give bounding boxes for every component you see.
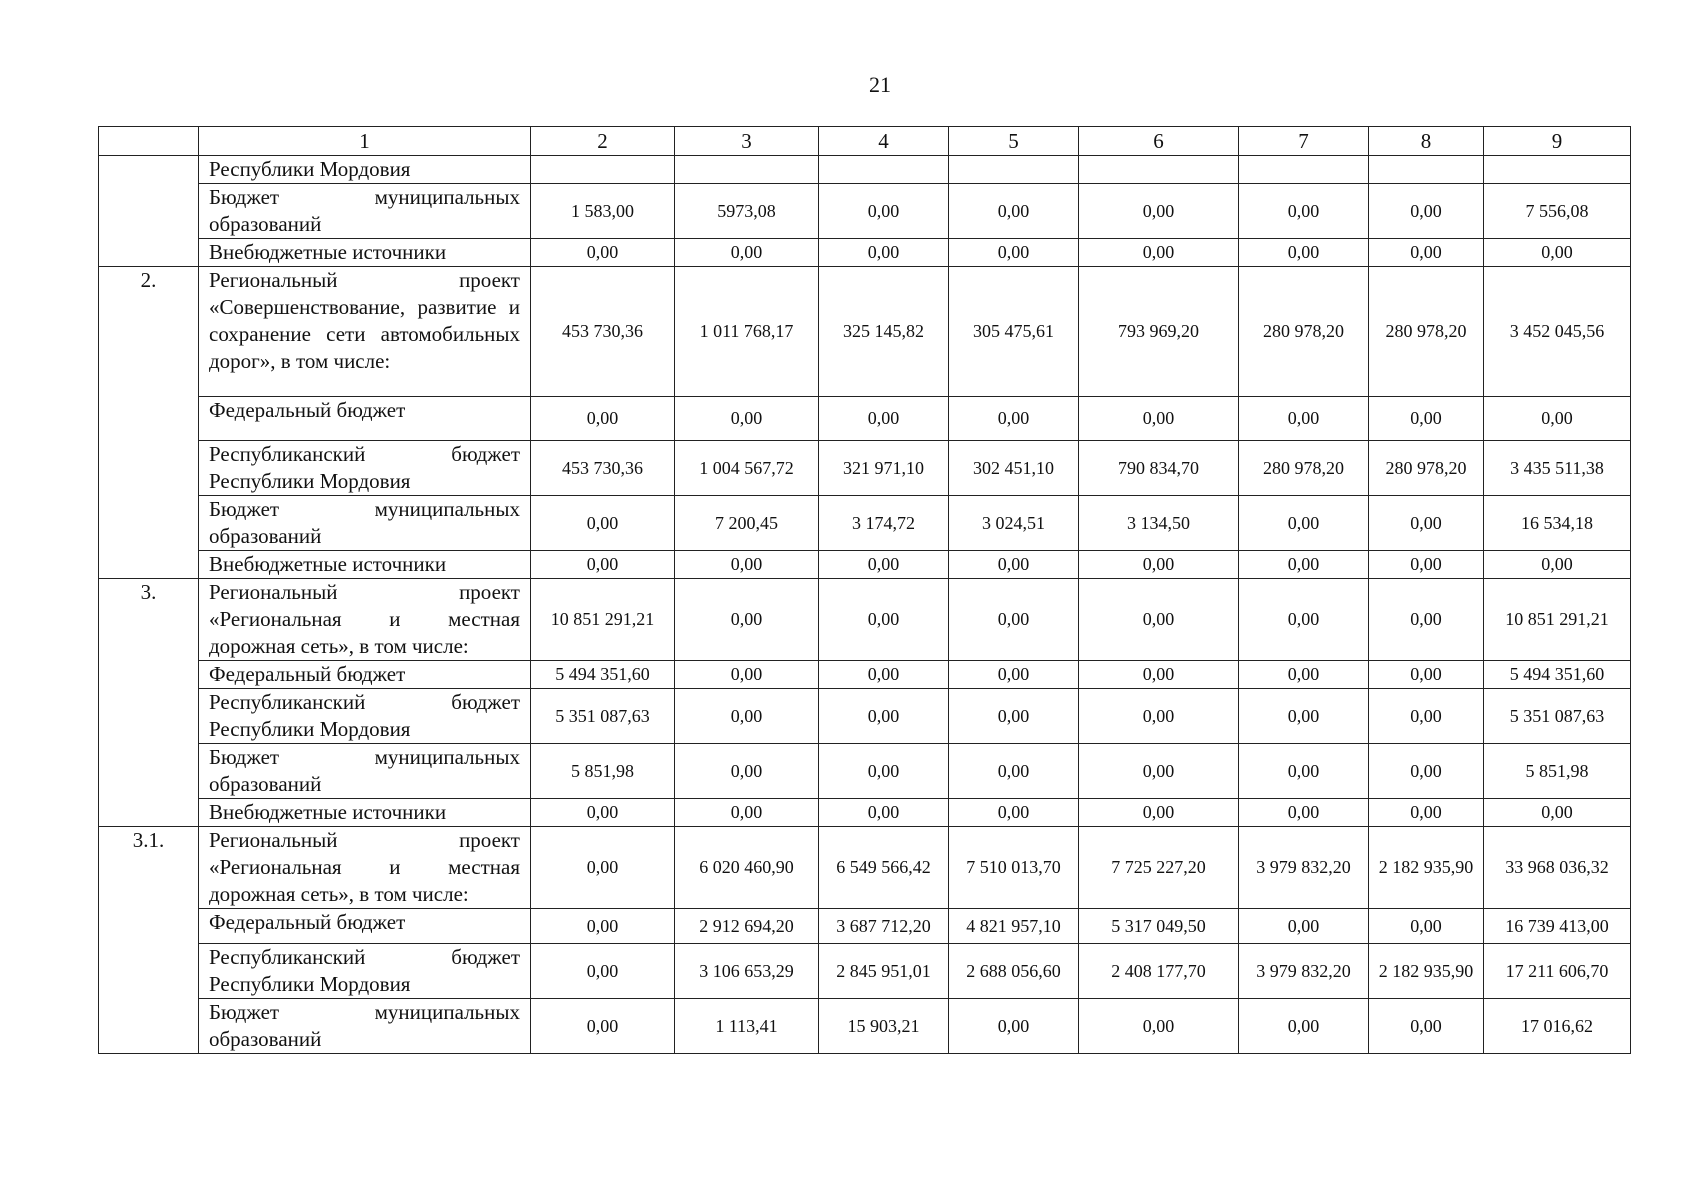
- value-cell: 10 851 291,21: [1484, 579, 1631, 661]
- table-row: [99, 689, 1631, 744]
- value-cell: 453 730,36: [531, 441, 675, 496]
- row-label: Бюджет муниципальных образований: [199, 999, 531, 1054]
- budget-table: [98, 126, 1631, 1054]
- value-cell: 7 200,45: [675, 496, 819, 551]
- row-label: Бюджет муниципальных образований: [199, 184, 531, 239]
- value-cell: 3 979 832,20: [1239, 944, 1369, 999]
- value-cell: 0,00: [1369, 689, 1484, 744]
- value-cell: 0,00: [1369, 397, 1484, 441]
- value-cell: 16 739 413,00: [1484, 909, 1631, 944]
- table-row: [99, 267, 1631, 397]
- table-row: [99, 184, 1631, 239]
- value-cell: 0,00: [1079, 184, 1239, 239]
- value-cell: 0,00: [949, 661, 1079, 689]
- row-index: [99, 156, 199, 267]
- value-cell: 3 134,50: [1079, 496, 1239, 551]
- row-label: Региональный проект «Совершенствование, развитие и сохранение сети автомобильных дорог», в том числе:: [199, 267, 531, 397]
- value-cell: 16 534,18: [1484, 496, 1631, 551]
- table-row: [99, 944, 1631, 999]
- value-cell: 3 452 045,56: [1484, 267, 1631, 397]
- value-cell: [1239, 156, 1369, 184]
- row-label: Бюджет муниципальных образований: [199, 496, 531, 551]
- table-row: [99, 827, 1631, 909]
- value-cell: 0,00: [675, 744, 819, 799]
- value-cell: 0,00: [1239, 909, 1369, 944]
- value-cell: 0,00: [675, 689, 819, 744]
- value-cell: 7 556,08: [1484, 184, 1631, 239]
- value-cell: 0,00: [949, 799, 1079, 827]
- value-cell: [675, 156, 819, 184]
- value-cell: 0,00: [1239, 661, 1369, 689]
- value-cell: 7 510 013,70: [949, 827, 1079, 909]
- header-cell: 2: [531, 127, 675, 156]
- value-cell: 3 979 832,20: [1239, 827, 1369, 909]
- row-index: 2.: [99, 267, 199, 579]
- header-cell: 9: [1484, 127, 1631, 156]
- row-label: Республиканский бюджет Республики Мордовия: [199, 944, 531, 999]
- value-cell: 0,00: [949, 184, 1079, 239]
- value-cell: [949, 156, 1079, 184]
- value-cell: 0,00: [949, 397, 1079, 441]
- value-cell: 0,00: [819, 551, 949, 579]
- value-cell: 2 912 694,20: [675, 909, 819, 944]
- table-row: [99, 799, 1631, 827]
- table-row: [99, 999, 1631, 1054]
- value-cell: 0,00: [1079, 689, 1239, 744]
- value-cell: [1484, 156, 1631, 184]
- value-cell: 0,00: [675, 579, 819, 661]
- value-cell: [819, 156, 949, 184]
- value-cell: 453 730,36: [531, 267, 675, 397]
- table-row: [99, 496, 1631, 551]
- value-cell: 0,00: [675, 661, 819, 689]
- value-cell: [531, 156, 675, 184]
- header-cell: 1: [199, 127, 531, 156]
- table-row: [99, 239, 1631, 267]
- header-row: [99, 127, 1631, 156]
- value-cell: 0,00: [1239, 999, 1369, 1054]
- value-cell: 0,00: [949, 689, 1079, 744]
- value-cell: 0,00: [819, 661, 949, 689]
- value-cell: 325 145,82: [819, 267, 949, 397]
- value-cell: 10 851 291,21: [531, 579, 675, 661]
- header-cell: 5: [949, 127, 1079, 156]
- row-label: Региональный проект «Региональная и местная дорожная сеть», в том числе:: [199, 579, 531, 661]
- value-cell: 15 903,21: [819, 999, 949, 1054]
- row-index: 3.1.: [99, 827, 199, 1054]
- value-cell: 5 494 351,60: [531, 661, 675, 689]
- value-cell: 1 113,41: [675, 999, 819, 1054]
- value-cell: 3 024,51: [949, 496, 1079, 551]
- table-body: [99, 127, 1631, 1054]
- value-cell: 17 211 606,70: [1484, 944, 1631, 999]
- value-cell: 302 451,10: [949, 441, 1079, 496]
- header-cell: [99, 127, 199, 156]
- value-cell: 0,00: [1079, 579, 1239, 661]
- value-cell: 17 016,62: [1484, 999, 1631, 1054]
- value-cell: 0,00: [1484, 551, 1631, 579]
- table-row: [99, 156, 1631, 184]
- value-cell: 0,00: [1239, 496, 1369, 551]
- header-cell: 4: [819, 127, 949, 156]
- value-cell: 0,00: [819, 744, 949, 799]
- value-cell: 0,00: [1369, 551, 1484, 579]
- value-cell: 0,00: [1239, 744, 1369, 799]
- value-cell: 0,00: [1369, 999, 1484, 1054]
- value-cell: 0,00: [1079, 239, 1239, 267]
- value-cell: 793 969,20: [1079, 267, 1239, 397]
- row-label: Внебюджетные источники: [199, 799, 531, 827]
- value-cell: 0,00: [1484, 397, 1631, 441]
- value-cell: 0,00: [531, 827, 675, 909]
- value-cell: 6 549 566,42: [819, 827, 949, 909]
- header-cell: 6: [1079, 127, 1239, 156]
- value-cell: 4 821 957,10: [949, 909, 1079, 944]
- value-cell: 305 475,61: [949, 267, 1079, 397]
- value-cell: 0,00: [819, 579, 949, 661]
- value-cell: 0,00: [949, 744, 1079, 799]
- value-cell: 2 688 056,60: [949, 944, 1079, 999]
- value-cell: 5 317 049,50: [1079, 909, 1239, 944]
- value-cell: 0,00: [1079, 397, 1239, 441]
- value-cell: 3 106 653,29: [675, 944, 819, 999]
- value-cell: 0,00: [531, 944, 675, 999]
- value-cell: 0,00: [675, 239, 819, 267]
- value-cell: 0,00: [819, 799, 949, 827]
- row-label: Федеральный бюджет: [199, 909, 531, 944]
- value-cell: 0,00: [1369, 909, 1484, 944]
- value-cell: 321 971,10: [819, 441, 949, 496]
- value-cell: 3 174,72: [819, 496, 949, 551]
- value-cell: 0,00: [1369, 184, 1484, 239]
- value-cell: 0,00: [675, 799, 819, 827]
- value-cell: 0,00: [531, 999, 675, 1054]
- value-cell: 0,00: [1484, 239, 1631, 267]
- header-cell: 7: [1239, 127, 1369, 156]
- value-cell: 0,00: [1369, 661, 1484, 689]
- value-cell: 0,00: [1079, 999, 1239, 1054]
- value-cell: 0,00: [949, 579, 1079, 661]
- value-cell: 280 978,20: [1369, 441, 1484, 496]
- value-cell: 0,00: [1239, 239, 1369, 267]
- header-cell: 3: [675, 127, 819, 156]
- table-row: [99, 744, 1631, 799]
- row-label: Федеральный бюджет: [199, 661, 531, 689]
- value-cell: 0,00: [1239, 551, 1369, 579]
- table-row: [99, 909, 1631, 944]
- row-label: Республиканский бюджет Республики Мордовия: [199, 441, 531, 496]
- value-cell: 280 978,20: [1239, 441, 1369, 496]
- table-row: [99, 397, 1631, 441]
- value-cell: 0,00: [1239, 799, 1369, 827]
- value-cell: 0,00: [1079, 661, 1239, 689]
- table-row: [99, 579, 1631, 661]
- value-cell: 0,00: [819, 184, 949, 239]
- value-cell: 790 834,70: [1079, 441, 1239, 496]
- value-cell: 2 182 935,90: [1369, 944, 1484, 999]
- row-label: Внебюджетные источники: [199, 551, 531, 579]
- value-cell: 0,00: [531, 909, 675, 944]
- value-cell: 7 725 227,20: [1079, 827, 1239, 909]
- value-cell: 0,00: [531, 799, 675, 827]
- value-cell: 0,00: [1369, 579, 1484, 661]
- value-cell: 280 978,20: [1369, 267, 1484, 397]
- value-cell: 0,00: [1484, 799, 1631, 827]
- value-cell: 0,00: [1369, 744, 1484, 799]
- value-cell: 0,00: [531, 496, 675, 551]
- table-row: [99, 661, 1631, 689]
- value-cell: 0,00: [1239, 579, 1369, 661]
- row-label: Федеральный бюджет: [199, 397, 531, 441]
- table-row: [99, 551, 1631, 579]
- value-cell: 0,00: [1079, 551, 1239, 579]
- value-cell: 5 351 087,63: [531, 689, 675, 744]
- value-cell: 1 583,00: [531, 184, 675, 239]
- row-index: 3.: [99, 579, 199, 827]
- value-cell: 0,00: [1239, 397, 1369, 441]
- value-cell: [1369, 156, 1484, 184]
- value-cell: 0,00: [1369, 239, 1484, 267]
- value-cell: 0,00: [1239, 689, 1369, 744]
- page-number: 21: [869, 72, 891, 97]
- value-cell: 0,00: [1079, 744, 1239, 799]
- value-cell: 0,00: [949, 999, 1079, 1054]
- value-cell: 33 968 036,32: [1484, 827, 1631, 909]
- value-cell: 0,00: [819, 689, 949, 744]
- row-label: Внебюджетные источники: [199, 239, 531, 267]
- value-cell: 0,00: [531, 551, 675, 579]
- value-cell: 0,00: [949, 551, 1079, 579]
- value-cell: 5 851,98: [531, 744, 675, 799]
- value-cell: 3 687 712,20: [819, 909, 949, 944]
- value-cell: 5 851,98: [1484, 744, 1631, 799]
- value-cell: 0,00: [819, 239, 949, 267]
- header-cell: 8: [1369, 127, 1484, 156]
- value-cell: 0,00: [819, 397, 949, 441]
- value-cell: 0,00: [949, 239, 1079, 267]
- value-cell: [1079, 156, 1239, 184]
- value-cell: 2 408 177,70: [1079, 944, 1239, 999]
- value-cell: 0,00: [675, 551, 819, 579]
- row-label: Республиканский бюджет Республики Мордовия: [199, 689, 531, 744]
- value-cell: 2 182 935,90: [1369, 827, 1484, 909]
- value-cell: 0,00: [1079, 799, 1239, 827]
- value-cell: 0,00: [675, 397, 819, 441]
- row-label: Бюджет муниципальных образований: [199, 744, 531, 799]
- value-cell: 5 494 351,60: [1484, 661, 1631, 689]
- row-label: Республики Мордовия: [199, 156, 531, 184]
- value-cell: 0,00: [531, 397, 675, 441]
- table-row: [99, 441, 1631, 496]
- value-cell: 1 004 567,72: [675, 441, 819, 496]
- value-cell: 0,00: [1369, 496, 1484, 551]
- value-cell: 0,00: [1239, 184, 1369, 239]
- value-cell: 2 845 951,01: [819, 944, 949, 999]
- row-label: Региональный проект «Региональная и местная дорожная сеть», в том числе:: [199, 827, 531, 909]
- value-cell: 280 978,20: [1239, 267, 1369, 397]
- value-cell: 0,00: [531, 239, 675, 267]
- value-cell: 3 435 511,38: [1484, 441, 1631, 496]
- value-cell: 1 011 768,17: [675, 267, 819, 397]
- value-cell: 5 351 087,63: [1484, 689, 1631, 744]
- value-cell: 5973,08: [675, 184, 819, 239]
- value-cell: 6 020 460,90: [675, 827, 819, 909]
- value-cell: 0,00: [1369, 799, 1484, 827]
